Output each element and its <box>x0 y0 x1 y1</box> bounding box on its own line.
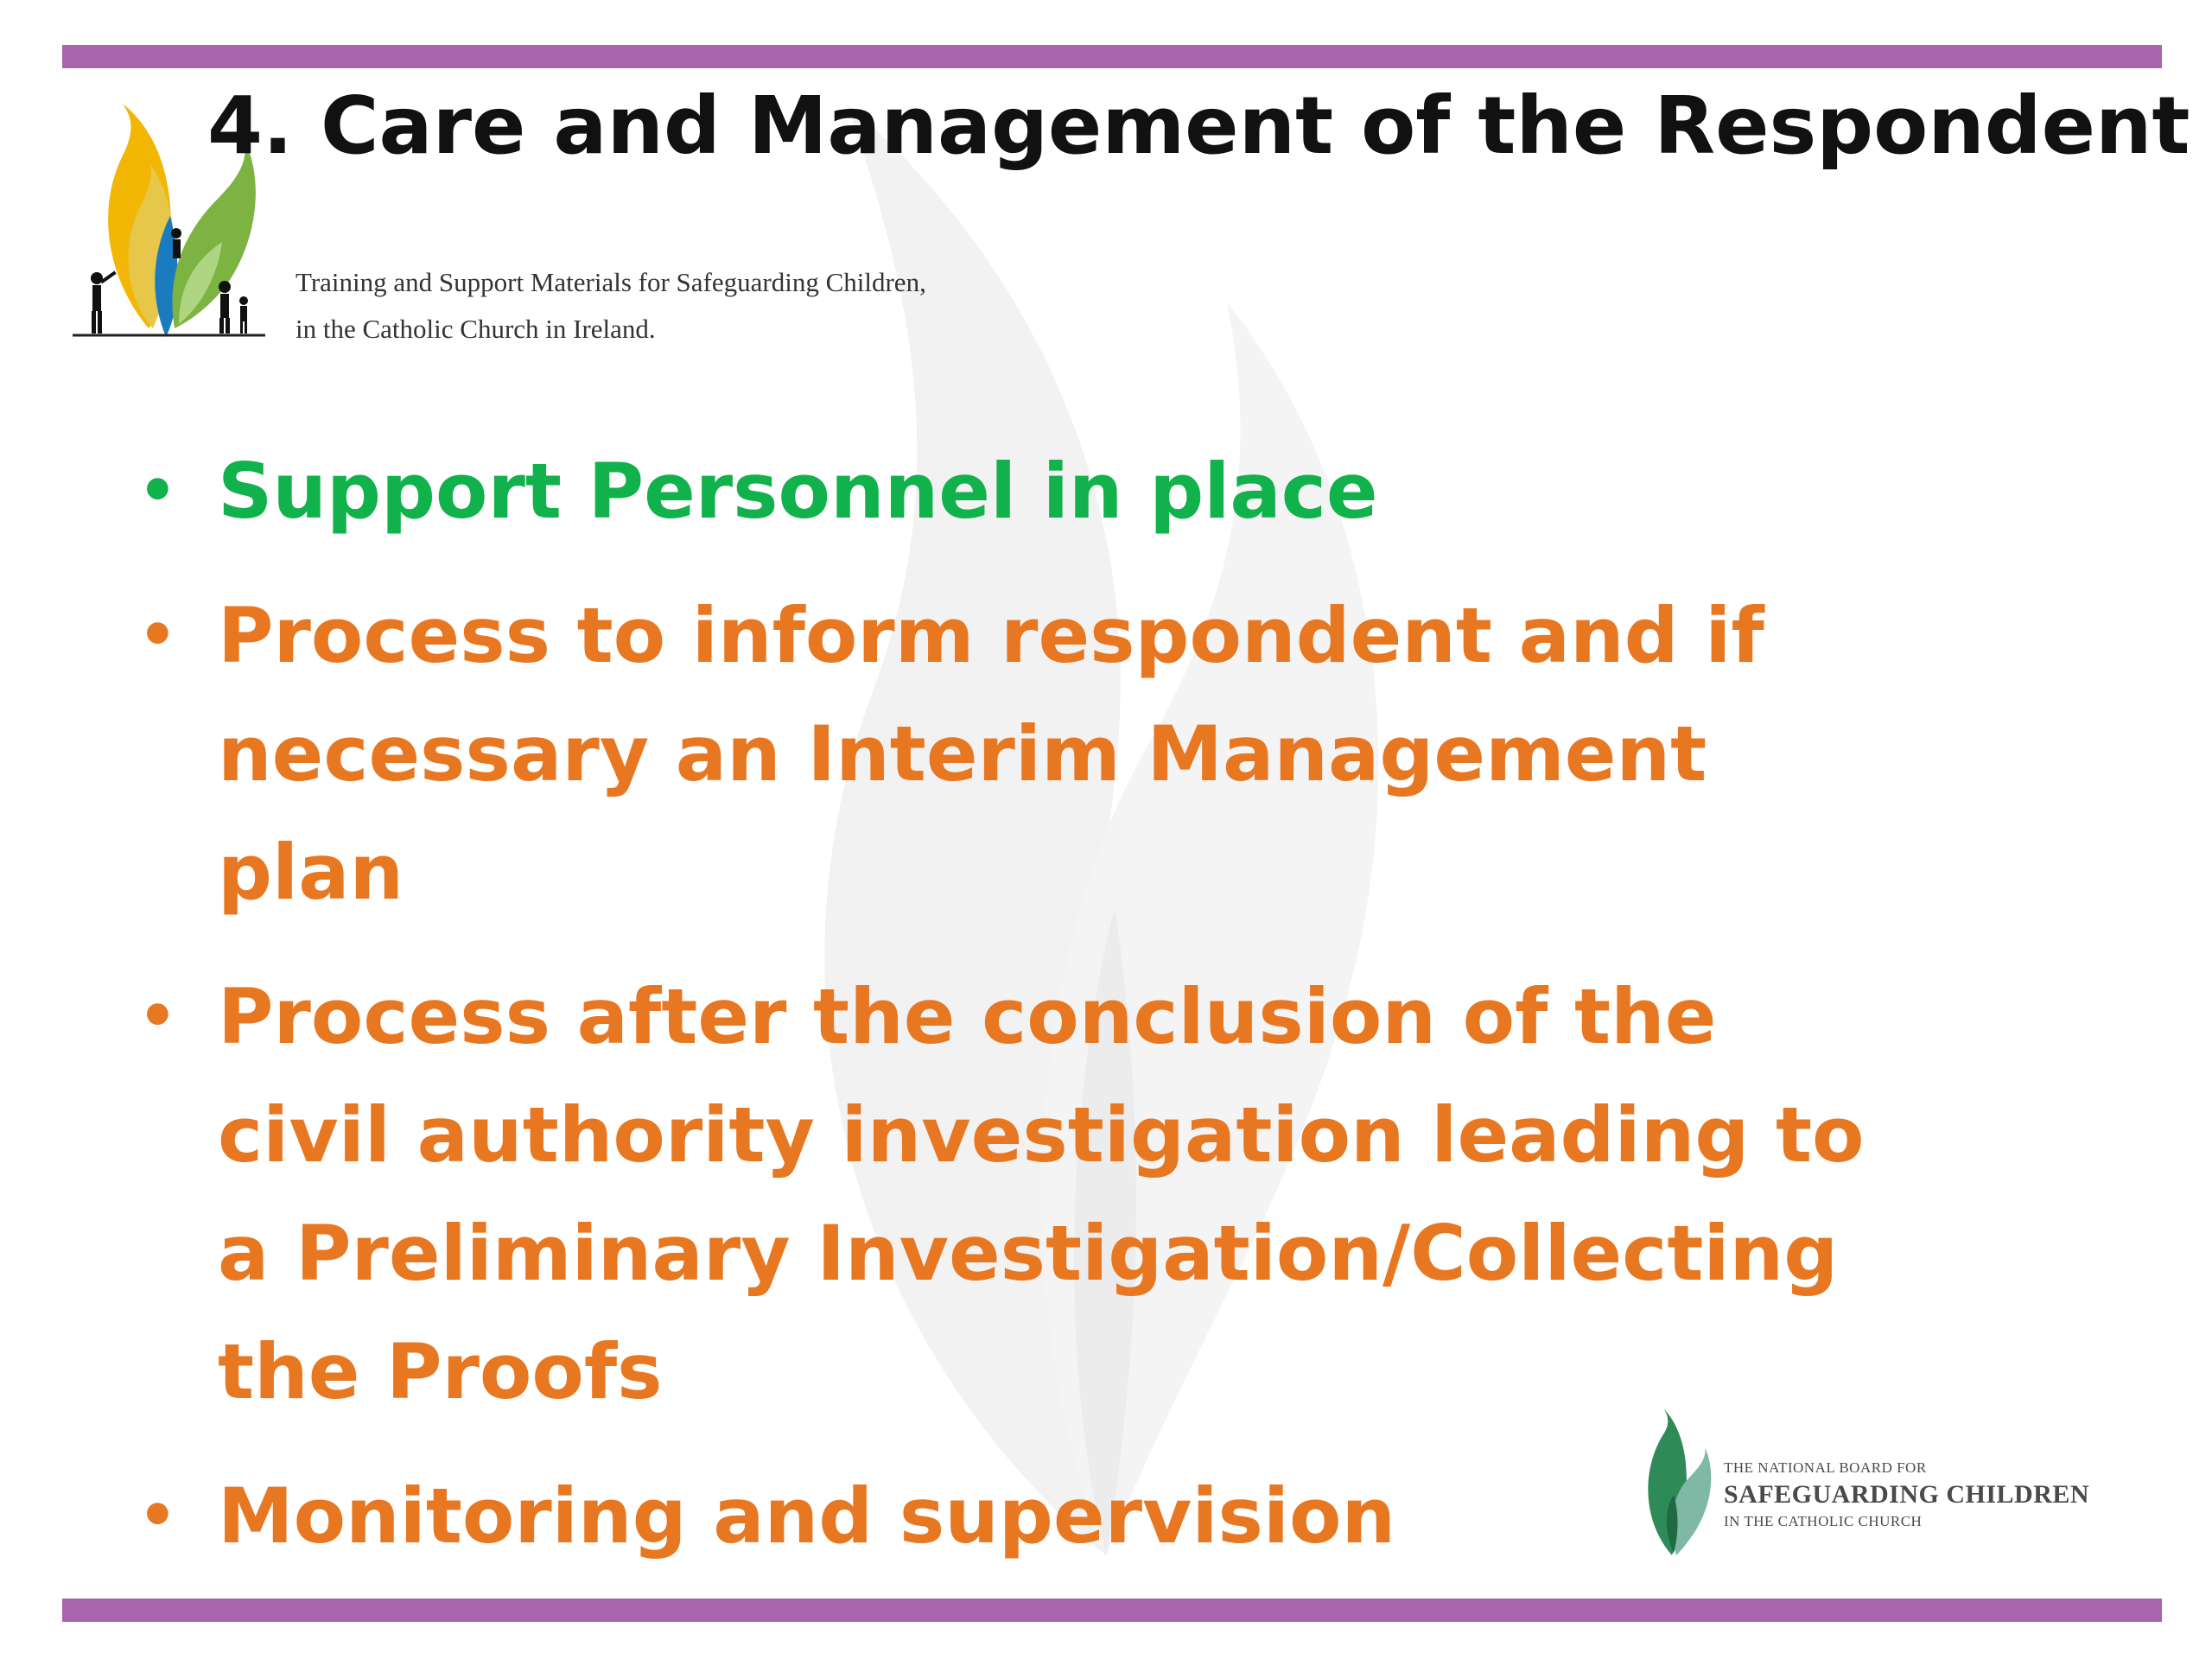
bullet-item-monitoring <box>130 1457 1901 1575</box>
flame-leaves-icon <box>1637 1408 1715 1555</box>
bullet-item-support-personnel <box>130 432 1901 550</box>
bullet-list <box>130 432 1901 1601</box>
bullet-text: Monitoring and supervision <box>218 1471 1396 1560</box>
bullet-item-inform-respondent <box>130 576 1901 931</box>
bullet-item-after-conclusion <box>130 957 1901 1431</box>
logo-line-1: THE NATIONAL BOARD FOR <box>1724 1459 1927 1476</box>
national-board-logo-text <box>1724 1459 2089 1531</box>
bullet-text: Support Personnel in place <box>218 447 1378 536</box>
bullet-dot: • <box>138 600 177 671</box>
top-accent-bar <box>62 45 2162 68</box>
subtitle-line-2: in the Catholic Church in Ireland. <box>296 314 656 344</box>
subtitle-line-1: Training and Support Materials for Safeguarding Children, <box>296 267 926 297</box>
slide-title: 4. Care and Management of the Respondent <box>207 79 2190 172</box>
bullet-dot: • <box>138 1480 177 1551</box>
bullet-text: Process to inform respondent and if necessary an Interim Management plan <box>218 591 1764 917</box>
bottom-accent-bar <box>62 1599 2162 1622</box>
logo-line-2: SAFEGUARDING CHILDREN <box>1724 1480 2090 1509</box>
bullet-text: Process after the conclusion of the civil authority investigation leading to a Preliminary Investigation/Collecting the Proofs <box>218 972 1865 1416</box>
bullet-dot: • <box>138 981 177 1052</box>
logo-line-3: IN THE CATHOLIC CHURCH <box>1724 1513 1923 1529</box>
bullet-dot: • <box>138 455 177 526</box>
subtitle <box>296 259 926 353</box>
